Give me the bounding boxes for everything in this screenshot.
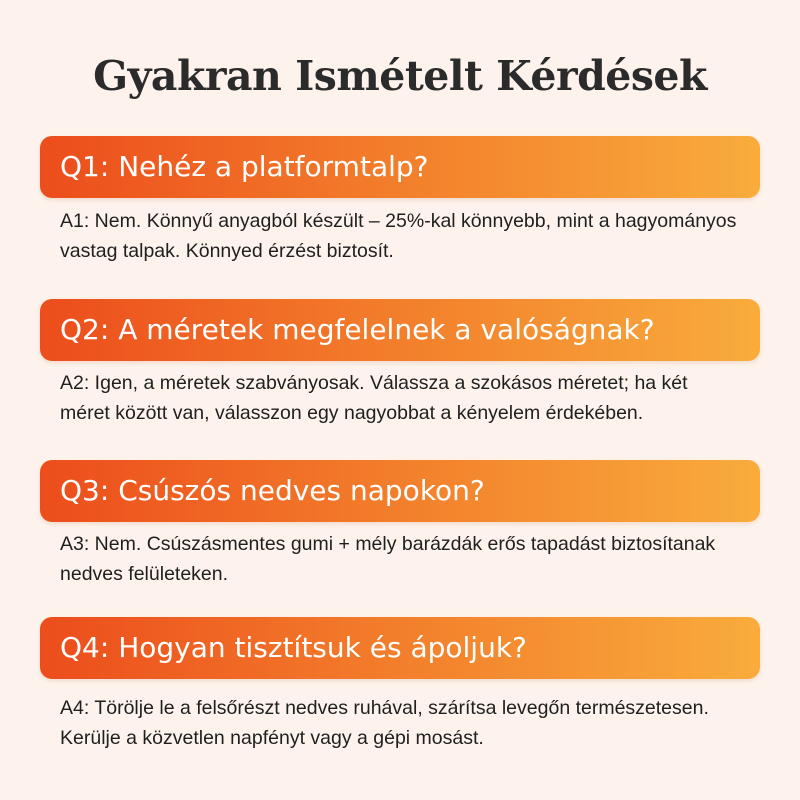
- page-title: Gyakran Ismételt Kérdések: [93, 52, 707, 100]
- faq-answer-4: A4: Törölje le a felsőrészt nedves ruhával, szárítsa levegőn természetesen. Kerülje a közvetlen napfényt vagy a gépi mosást.: [60, 697, 709, 749]
- faq-question-1: [40, 136, 760, 198]
- faq-question-4-text: Q4: Hogyan tisztítsuk és ápoljuk?: [60, 631, 527, 664]
- faq-question-4: [40, 617, 760, 679]
- faq-question-3: [40, 460, 760, 522]
- faq-answer-1: A1: Nem. Könnyű anyagból készült – 25%-kal könnyebb, mint a hagyományos vastag talpak. Könnyed érzést biztosít.: [60, 210, 737, 262]
- faq-question-3-text: Q3: Csúszós nedves napokon?: [60, 474, 485, 507]
- faq-answer-2: A2: Igen, a méretek szabványosak. Válassza a szokásos méretet; ha két méret között van, válasszon egy nagyobbat a kényelem érdekében.: [60, 372, 688, 424]
- faq-question-2: [40, 299, 760, 361]
- faq-question-2-text: Q2: A méretek megfelelnek a valóságnak?: [60, 313, 655, 346]
- faq-question-1-text: Q1: Nehéz a platformtalp?: [60, 150, 429, 183]
- faq-answer-3: A3: Nem. Csúszásmentes gumi + mély barázdák erős tapadást biztosítanak nedves felületeken.: [60, 533, 716, 585]
